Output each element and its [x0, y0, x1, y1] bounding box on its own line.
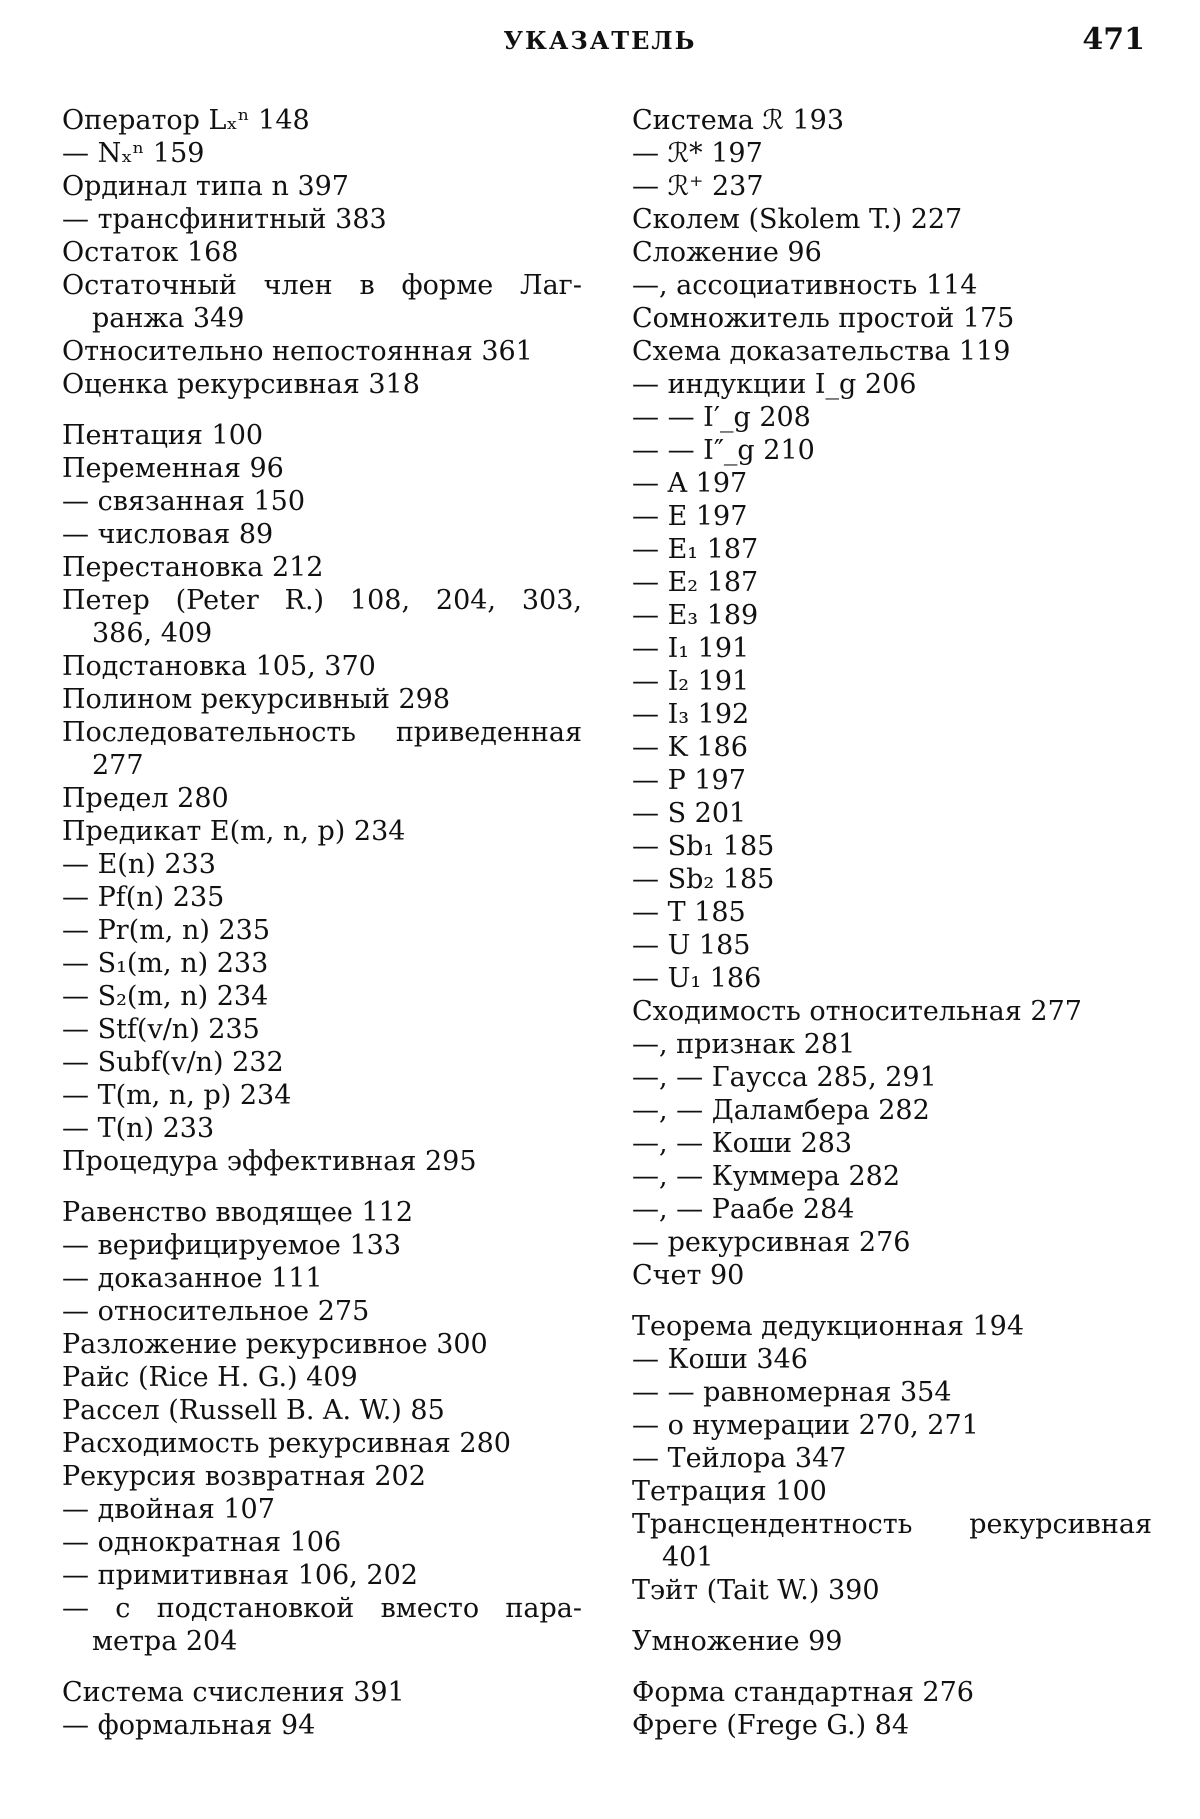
index-entry: — Pf(n) 235 [62, 881, 582, 914]
index-entry-continuation: 401 [632, 1541, 1152, 1574]
index-entry: Предикат E(m, n, p) 234 [62, 815, 582, 848]
index-entry: Рассел (Russell B. A. W.) 85 [62, 1394, 582, 1427]
index-entry: Полином рекурсивный 298 [62, 683, 582, 716]
index-entry: — Коши 346 [632, 1343, 1152, 1376]
index-entry: — связанная 150 [62, 485, 582, 518]
index-entry: — A 197 [632, 467, 1152, 500]
index-entry: — Nₓⁿ 159 [62, 137, 582, 170]
index-entry: — — равномерная 354 [632, 1376, 1152, 1409]
index-entry: — — I″_g 210 [632, 434, 1152, 467]
index-entry: — ℛ* 197 [632, 137, 1152, 170]
index-entry: Фреге (Frege G.) 84 [632, 1709, 1152, 1742]
index-entry: Сомножитель простой 175 [632, 302, 1152, 335]
index-entry: — S₂(m, n) 234 [62, 980, 582, 1013]
index-entry: Петер (Peter R.) 108, 204, 303, [62, 584, 582, 617]
index-entry: — доказанное 111 [62, 1262, 582, 1295]
section-gap [62, 401, 582, 419]
index-entry: — I₂ 191 [632, 665, 1152, 698]
index-entry: Тэйт (Tait W.) 390 [632, 1574, 1152, 1607]
index-entry: — E 197 [632, 500, 1152, 533]
index-entry: — формальная 94 [62, 1709, 582, 1742]
index-entry: — T(m, n, p) 234 [62, 1079, 582, 1112]
page-header [0, 22, 1200, 62]
index-entry: — Subf(v/n) 232 [62, 1046, 582, 1079]
index-entry: — Тейлора 347 [632, 1442, 1152, 1475]
section-gap [632, 1607, 1152, 1625]
index-entry: Умножение 99 [632, 1625, 1152, 1658]
index-entry: Остаток 168 [62, 236, 582, 269]
index-entry: Оценка рекурсивная 318 [62, 368, 582, 401]
index-entry: — T 185 [632, 896, 1152, 929]
index-entry: — трансфинитный 383 [62, 203, 582, 236]
index-entry: Расходимость рекурсивная 280 [62, 1427, 582, 1460]
index-entry: Ординал типа n 397 [62, 170, 582, 203]
index-entry: — E₁ 187 [632, 533, 1152, 566]
index-entry: Сложение 96 [632, 236, 1152, 269]
index-entry: Относительно непостоянная 361 [62, 335, 582, 368]
index-entry: — числовая 89 [62, 518, 582, 551]
index-entry: —, — Коши 283 [632, 1127, 1152, 1160]
index-entry: — индукции I_g 206 [632, 368, 1152, 401]
section-gap [62, 1178, 582, 1196]
running-title: УКАЗАТЕЛЬ [0, 26, 1200, 55]
index-entry: Пентация 100 [62, 419, 582, 452]
index-entry: — ℛ⁺ 237 [632, 170, 1152, 203]
index-entry: — S₁(m, n) 233 [62, 947, 582, 980]
index-entry-continuation: метра 204 [62, 1625, 582, 1658]
index-entry: —, признак 281 [632, 1028, 1152, 1061]
page-number: 471 [1082, 22, 1145, 57]
section-gap [632, 1292, 1152, 1310]
index-entry: Сколем (Skolem T.) 227 [632, 203, 1152, 236]
index-entry: Рекурсия возвратная 202 [62, 1460, 582, 1493]
index-entry: — S 201 [632, 797, 1152, 830]
index-entry: Предел 280 [62, 782, 582, 815]
index-entry: Последовательность приведенная [62, 716, 582, 749]
index-column-left [62, 104, 582, 1742]
index-entry: Райс (Rice H. G.) 409 [62, 1361, 582, 1394]
index-column-right [632, 104, 1152, 1742]
index-entry: Остаточный член в форме Лаг- [62, 269, 582, 302]
index-entry: — относительное 275 [62, 1295, 582, 1328]
index-entry: Система ℛ 193 [632, 104, 1152, 137]
index-entry: — K 186 [632, 731, 1152, 764]
index-entry: Счет 90 [632, 1259, 1152, 1292]
index-entry: — с подстановкой вместо пара- [62, 1592, 582, 1625]
index-entry: —, ассоциативность 114 [632, 269, 1152, 302]
index-entry: — о нумерации 270, 271 [632, 1409, 1152, 1442]
index-entry: Разложение рекурсивное 300 [62, 1328, 582, 1361]
index-entry: — U₁ 186 [632, 962, 1152, 995]
index-entry: — T(n) 233 [62, 1112, 582, 1145]
index-entry: — верифицируемое 133 [62, 1229, 582, 1262]
index-entry: — двойная 107 [62, 1493, 582, 1526]
index-entry: — I₃ 192 [632, 698, 1152, 731]
index-entry: — Sb₂ 185 [632, 863, 1152, 896]
section-gap [62, 1658, 582, 1676]
index-entry: Схема доказательства 119 [632, 335, 1152, 368]
index-entry-continuation: 277 [62, 749, 582, 782]
index-entry: Переменная 96 [62, 452, 582, 485]
index-entry: —, — Раабе 284 [632, 1193, 1152, 1226]
index-entry: Равенство вводящее 112 [62, 1196, 582, 1229]
index-entry: Процедура эффективная 295 [62, 1145, 582, 1178]
index-entry: — E₃ 189 [632, 599, 1152, 632]
index-entry: — Sb₁ 185 [632, 830, 1152, 863]
index-entry: Форма стандартная 276 [632, 1676, 1152, 1709]
index-entry: Теорема дедукционная 194 [632, 1310, 1152, 1343]
index-page [0, 0, 1200, 1819]
index-entry: — однократная 106 [62, 1526, 582, 1559]
index-entry-continuation: ранжа 349 [62, 302, 582, 335]
index-entry: Тетрация 100 [632, 1475, 1152, 1508]
index-entry: — примитивная 106, 202 [62, 1559, 582, 1592]
index-entry: Подстановка 105, 370 [62, 650, 582, 683]
index-entry: — — I′_g 208 [632, 401, 1152, 434]
section-gap [632, 1658, 1152, 1676]
index-entry: — I₁ 191 [632, 632, 1152, 665]
index-entry: Система счисления 391 [62, 1676, 582, 1709]
index-entry: —, — Куммера 282 [632, 1160, 1152, 1193]
index-entry: — E₂ 187 [632, 566, 1152, 599]
index-entry: — рекурсивная 276 [632, 1226, 1152, 1259]
index-entry: — Stf(v/n) 235 [62, 1013, 582, 1046]
index-entry: Оператор Lₓⁿ 148 [62, 104, 582, 137]
index-entry: Трансцендентность рекурсивная [632, 1508, 1152, 1541]
index-entry: —, — Гаусса 285, 291 [632, 1061, 1152, 1094]
index-entry: — U 185 [632, 929, 1152, 962]
index-entry: Перестановка 212 [62, 551, 582, 584]
index-entry: — E(n) 233 [62, 848, 582, 881]
index-entry-continuation: 386, 409 [62, 617, 582, 650]
index-entry: —, — Даламбера 282 [632, 1094, 1152, 1127]
index-entry: Сходимость относительная 277 [632, 995, 1152, 1028]
index-entry: — P 197 [632, 764, 1152, 797]
index-entry: — Pr(m, n) 235 [62, 914, 582, 947]
